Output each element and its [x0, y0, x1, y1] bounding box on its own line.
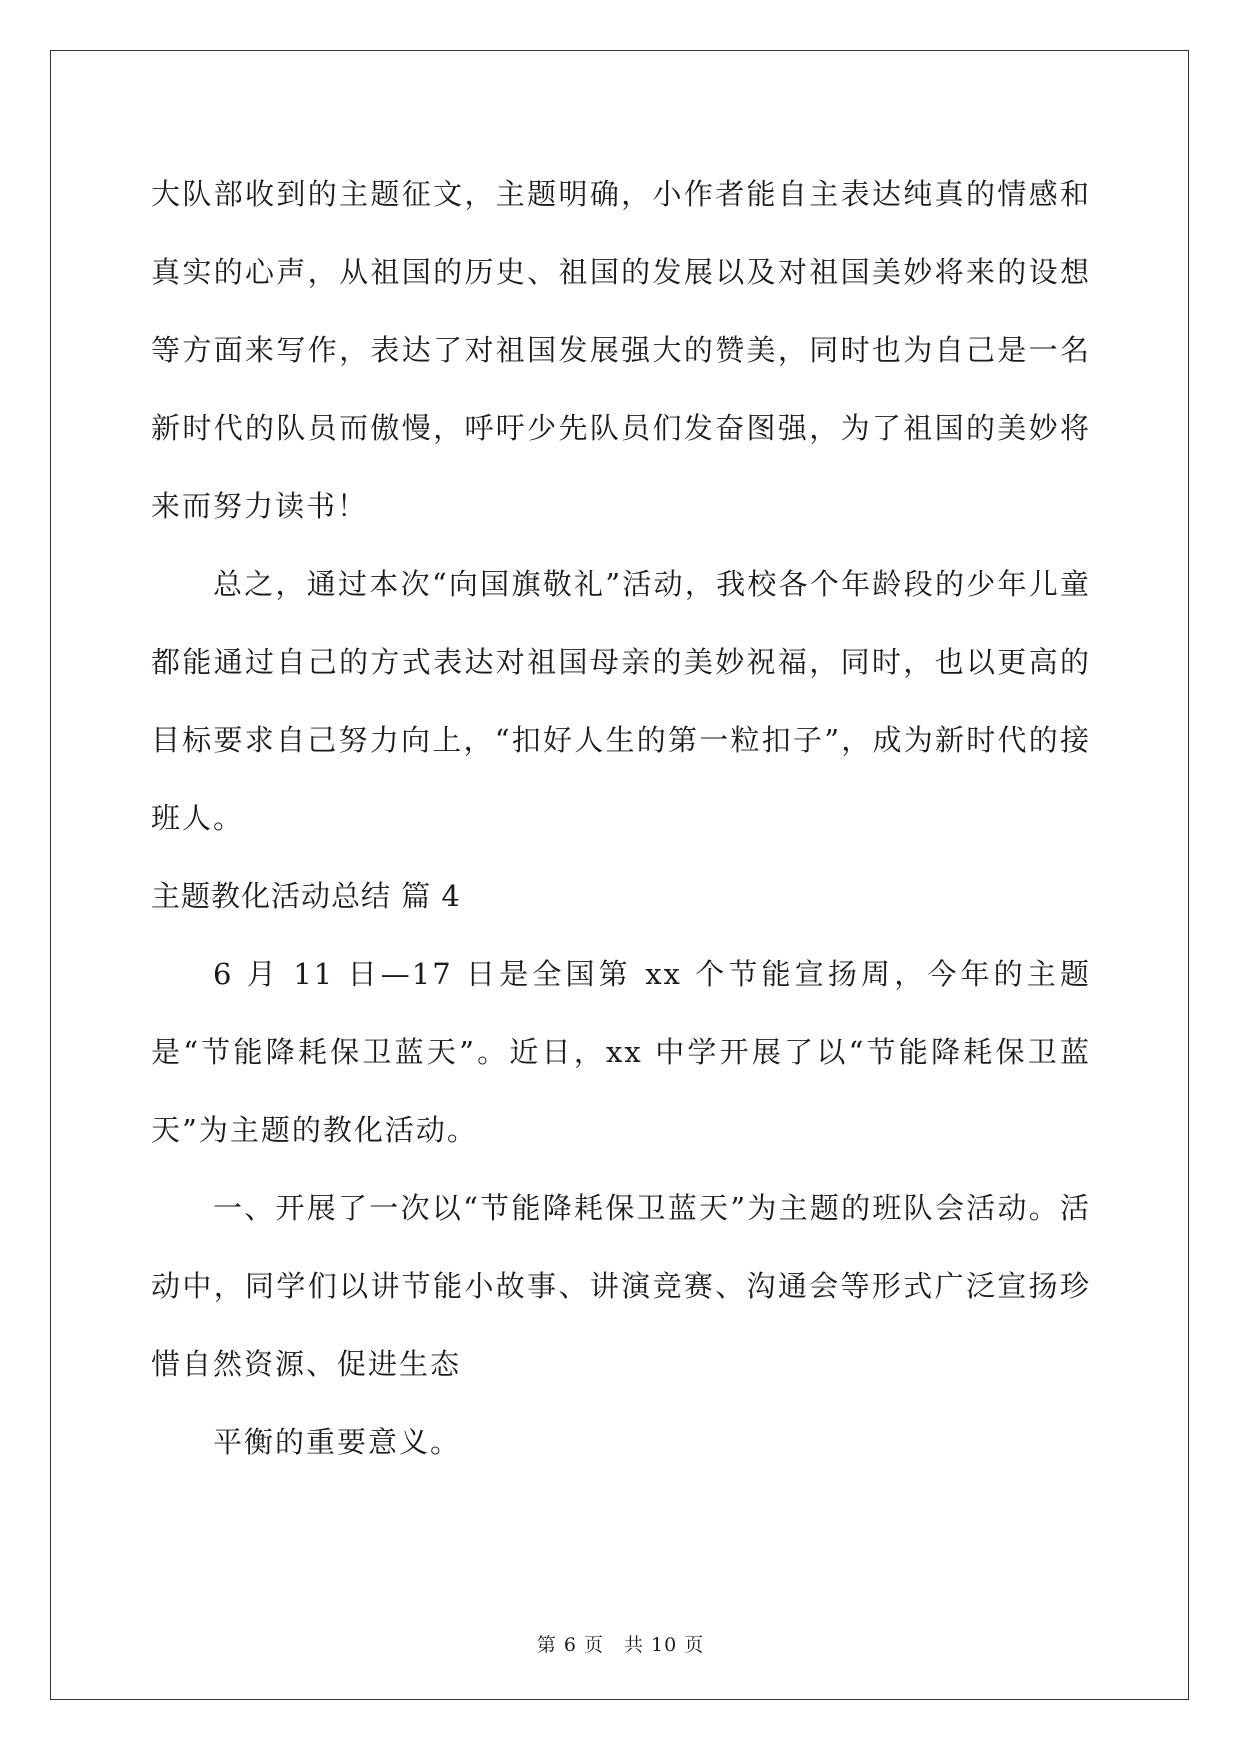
paragraph-significance: 平衡的重要意义。: [213, 1425, 462, 1459]
document-body: [151, 155, 1091, 1481]
section-heading: 主题教化活动总结 篇 4: [151, 879, 461, 913]
paragraph-energy-week: 6 月 11 日—17 日是全国第 xx 个节能宣扬周，今年的主题是“节能降耗保卫蓝天”。近日，xx 中学开展了以“节能降耗保卫蓝天”为主题的教化活动。: [151, 957, 1091, 1147]
paragraph-class-meeting: 一、开展了一次以“节能降耗保卫蓝天”为主题的班队会活动。活动中，同学们以讲节能小故事、讲演竞赛、沟通会等形式广泛宣扬珍惜自然资源、促进生态: [151, 1191, 1091, 1381]
page-number-footer: 第 6 页 共 10 页: [536, 1634, 705, 1656]
paragraph-essay-summary: 大队部收到的主题征文，主题明确，小作者能自主表达纯真的情感和真实的心声，从祖国的历史、祖国的发展以及对祖国美妙将来的设想等方面来写作，表达了对祖国发展强大的赞美，同时也为自己是一名新时代的队员而傲慢，呼吁少先队员们发奋图强，为了祖国的美妙将来而努力读书！: [151, 177, 1091, 523]
paragraph-conclusion: 总之，通过本次“向国旗敬礼”活动，我校各个年龄段的少年儿童都能通过自己的方式表达对祖国母亲的美妙祝福，同时，也以更高的目标要求自己努力向上，“扣好人生的第一粒扣子”，成为新时代的接班人。: [151, 567, 1091, 835]
